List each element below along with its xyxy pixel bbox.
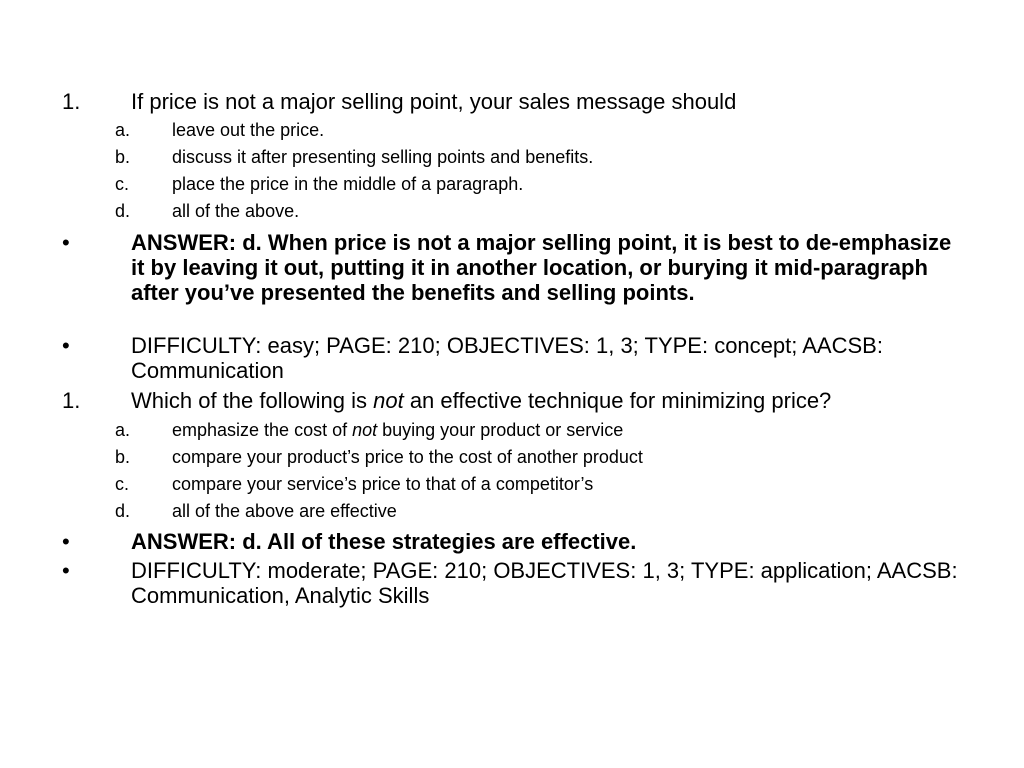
option-letter: a.	[115, 120, 131, 140]
meta-text: DIFFICULTY: easy; PAGE: 210; OBJECTIVES: 1, 3; TYPE: concept; AACSB: Communication	[131, 333, 883, 383]
option-letter: b.	[115, 147, 131, 167]
option-text: all of the above are effective	[172, 501, 397, 521]
bullet-icon: •	[62, 529, 70, 554]
answer-text: ANSWER: d. All of these strategies are effective.	[131, 529, 637, 554]
question-number: 1.	[62, 388, 81, 413]
bullet-icon: •	[62, 558, 70, 583]
option-text: compare your product’s price to the cost of another product	[172, 447, 643, 467]
question-text: Which of the following is not an effective technique for minimizing price?	[131, 388, 832, 413]
bullet-icon: •	[62, 230, 70, 255]
question-number: 1.	[62, 89, 81, 114]
option-text: all of the above.	[172, 201, 300, 221]
option-letter: d.	[115, 501, 131, 521]
option-letter: b.	[115, 447, 131, 467]
option-text: emphasize the cost of not buying your product or service	[172, 420, 624, 440]
option-text: place the price in the middle of a paragraph.	[172, 174, 524, 194]
option-letter: a.	[115, 420, 131, 440]
option-letter: c.	[115, 474, 130, 494]
meta-text: DIFFICULTY: moderate; PAGE: 210; OBJECTIVES: 1, 3; TYPE: application; AACSB: Communication, Analytic Skills	[131, 558, 958, 608]
answer-text: ANSWER: d. When price is not a major selling point, it is best to de-emphasize it by leaving it out, putting it in another location, or burying it mid-paragraph after you’ve presented the benefits and selling points.	[131, 230, 952, 305]
question-text: If price is not a major selling point, your sales message should	[131, 89, 737, 114]
option-text: compare your service’s price to that of a competitor’s	[172, 474, 594, 494]
option-letter: c.	[115, 174, 130, 194]
bullet-icon: •	[62, 333, 70, 358]
option-text: leave out the price.	[172, 120, 325, 140]
option-letter: d.	[115, 201, 131, 221]
option-text: discuss it after presenting selling points and benefits.	[172, 147, 594, 167]
